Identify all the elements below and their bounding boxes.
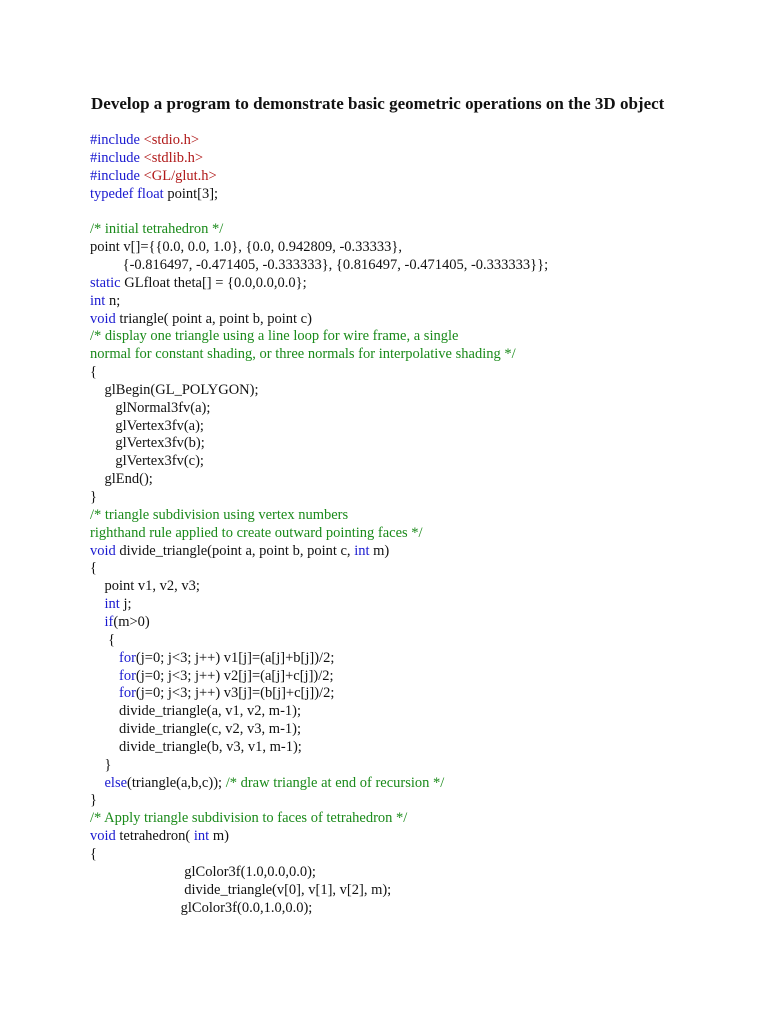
code-token: for [119,667,136,684]
code-line [90,399,210,417]
code-token: <stdlib.h> [143,149,204,166]
code-line [90,363,97,381]
code-token: (m>0) [113,613,150,630]
code-token: void [90,828,120,845]
code-token: glEnd(); [90,471,153,488]
code-line [90,827,229,845]
code-token: typedef float [90,185,168,202]
code-line [90,899,312,917]
code-token: n; [108,292,121,309]
code-line [90,542,389,560]
code-token: for [119,685,136,702]
code-token: (j=0; j<3; j++) v3[j]=(b[j]+c[j])/2; [135,685,335,702]
code-line [90,238,402,256]
code-token: divide_triangle(point a, point b, point c, [119,542,355,559]
code-token [90,685,119,701]
code-token: glBegin(GL_POLYGON); [90,381,259,398]
code-line [90,845,97,863]
code-token: divide_triangle(b, v3, v1, m-1); [90,738,302,755]
code-line [90,434,205,452]
code-token: glColor3f(0.0,1.0,0.0); [90,899,313,916]
code-line [90,559,97,577]
code-token: static [90,274,125,291]
code-token: int [104,596,124,613]
code-line [90,310,312,328]
code-token [90,668,119,684]
code-line [90,756,111,774]
code-token: for [119,649,136,666]
code-token: divide_triangle(a, v1, v2, m-1); [90,703,302,720]
code-token: normal for constant shading, or three normals for interpolative shading */ [90,346,516,363]
code-token: glColor3f(1.0,0.0,0.0); [90,863,316,880]
code-line [90,131,199,149]
code-token: <GL/glut.h> [143,167,217,184]
code-line [90,488,97,506]
code-token: divide_triangle(c, v2, v3, m-1); [90,721,302,738]
code-token: { [90,560,97,577]
code-token: int [354,542,374,559]
code-line [90,809,407,827]
code-line [90,863,316,881]
code-token: void [90,310,120,327]
code-line [90,684,334,702]
code-token [90,775,105,791]
code-token: (triangle(a,b,c)); [127,774,226,791]
code-line [90,667,334,685]
code-token: void [90,542,120,559]
code-line [90,256,548,274]
code-line [90,649,334,667]
code-token: glVertex3fv(b); [90,435,205,452]
code-token: triangle( point a, point b, point c) [119,310,312,327]
code-token: { [90,364,97,381]
code-token: (j=0; j<3; j++) v1[j]=(a[j]+b[j])/2; [135,649,335,666]
code-line [90,881,391,899]
code-line [90,577,200,595]
code-token: righthand rule applied to create outward pointing faces */ [90,524,423,541]
code-token: /* display one triangle using a line loop for wire frame, a single [90,328,459,345]
code-line [90,220,223,238]
code-token: { [90,631,116,648]
code-line [90,149,203,167]
code-line [90,292,120,310]
code-token: m) [373,542,390,559]
code-token [90,650,119,666]
code-line [90,185,218,203]
code-token: (j=0; j<3; j++) v2[j]=(a[j]+c[j])/2; [135,667,334,684]
code-token: int [90,292,109,309]
code-token: m) [212,828,229,845]
code-token: int [193,828,213,845]
code-line [90,345,516,363]
code-token [90,614,105,630]
code-token: {-0.816497, -0.471405, -0.333333}, {0.816497, -0.471405, -0.333333}}; [90,256,549,273]
code-line [90,524,423,542]
code-token: <stdio.h> [143,132,199,148]
code-line [90,631,115,649]
code-token: } [90,489,97,505]
code-line [90,613,150,631]
code-line [90,381,259,399]
code-token: } [90,792,97,809]
code-token: point v1, v2, v3; [90,578,200,595]
code-line [90,595,132,613]
code-line [90,327,458,345]
code-token: #include [90,149,144,166]
code-token: else [104,774,128,791]
code-line [90,452,204,470]
code-token: divide_triangle(v[0], v[1], v[2], m); [90,881,392,898]
code-line [90,506,348,524]
code-line [90,791,97,809]
code-line [90,774,444,792]
code-token: glVertex3fv(c); [90,453,204,470]
code-token: point[3]; [167,185,219,202]
code-line [90,167,217,185]
code-token: point v[]={{0.0, 0.0, 1.0}, {0.0, 0.942809, -0.33333}, [90,239,403,256]
code-token: #include [90,167,144,184]
code-token: #include [90,132,144,148]
code-line [90,470,153,488]
code-token: } [90,756,112,773]
page-title: Develop a program to demonstrate basic geometric operations on the 3D object [91,94,665,113]
code-token: GLfloat theta[] = {0.0,0.0,0.0}; [124,274,307,291]
code-token: /* triangle subdivision using vertex numbers [90,506,349,523]
code-token: tetrahedron( [119,828,194,845]
code-token: glVertex3fv(a); [90,417,204,434]
code-line [90,738,302,756]
code-token: if [104,613,114,630]
code-token: { [90,846,97,862]
code-token [90,596,105,612]
code-token: /* draw triangle at end of recursion */ [225,774,445,791]
code-token: /* initial tetrahedron */ [90,221,224,238]
code-line [90,702,301,720]
code-line [90,274,307,292]
code-token: /* Apply triangle subdivision to faces of tetrahedron */ [90,810,408,827]
code-token: glNormal3fv(a); [90,399,211,416]
code-token: j; [123,596,132,613]
code-line [90,417,204,435]
code-line [90,720,301,738]
